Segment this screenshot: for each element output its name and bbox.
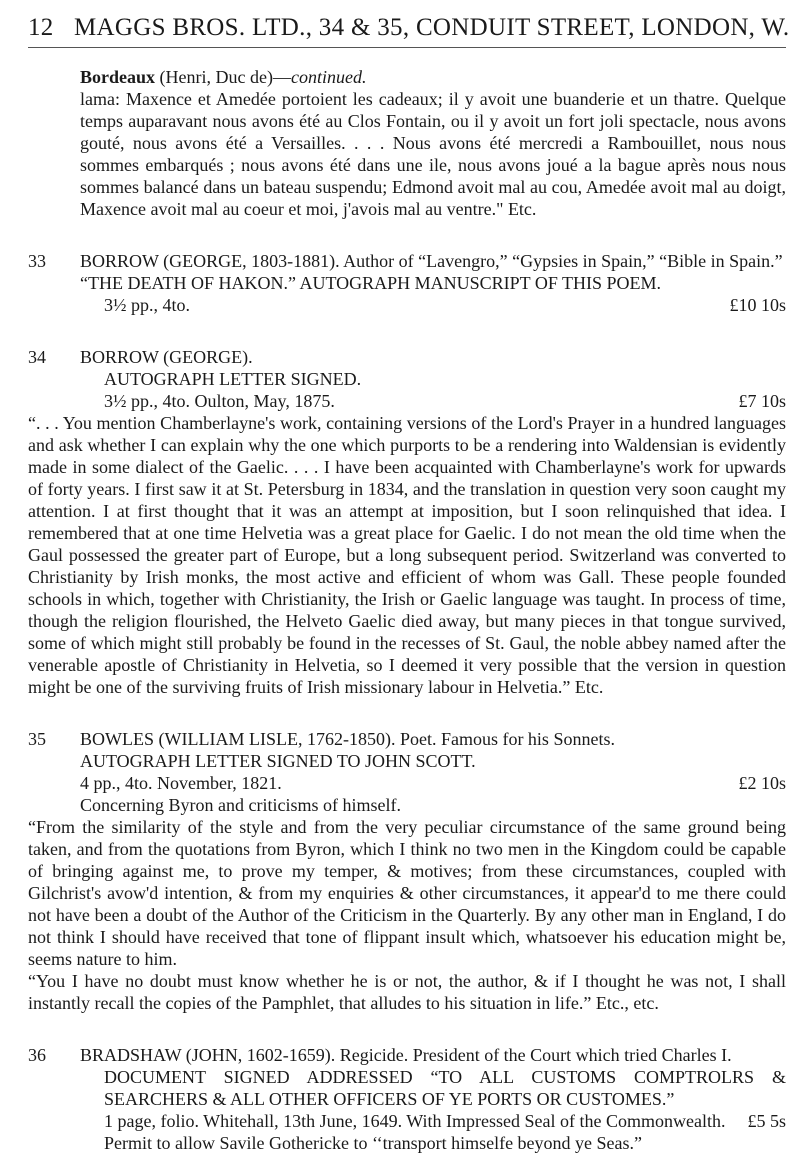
entry-number: 35 xyxy=(28,729,46,749)
entry-details: 3½ pp., 4to. xyxy=(104,295,191,315)
entry-heading: BOWLES (WILLIAM LISLE, 1762-1850). Poet. Famous for his Sonnets. xyxy=(80,729,615,749)
entry-number: 33 xyxy=(28,251,46,271)
entry-price: £5 5s xyxy=(747,1111,786,1131)
continued-text: lama: Maxence et Amedée portoient les cadeaux; il y avoit une buanderie et un thatre. Quelque temps auparavant nous avons été au Clos Fontain, ou il y avoit un fort joli spectacle, nous avons gouté, nous avons été a Versailles. . . . Nous avons été mercredi a Rambouillet, nous nous sommes embarqués ; nous avons été dans une ile, nous avons joué a la bague après nous nous sommes balancé dans un bateau suspendu; Edmond avoit mal au cou, Amedée avoit mal au doigt, Maxence avoit mal au coeur et moi, j'avois mal au ventre." Etc. xyxy=(80,89,786,219)
entry-text: “From the similarity of the style and from the very peculiar circumstance of the same ground being taken, and from the quotations from Byron, which I think no two men in the Kingdom could be capable of bringing against me, to prove my temper, & motives; from these circumstances, coupled with Gilchrist's avow'd intention, & from my enquiries & other circumstances, it appear'd to me there could not have been a doubt of the Author of the Criticism in the Quarterly. By any other man in England, I do not think I should have received that tone of flippant insult which, whatsoever his education might be, seems nature to him. xyxy=(28,817,786,969)
entry-text-continued: “You I have no doubt must know whether he is or not, the author, & if I thought he was not, I shall instantly recall the copies of the Pamphlet, that alludes to his situation in life.” Etc., etc. xyxy=(28,971,786,1013)
entry-details: 1 page, folio. Whitehall, 13th June, 1649. With Impressed Seal of the Commonwealth. xyxy=(104,1111,726,1131)
entry-text: Permit to allow Savile Gothericke to ‘‘transport himselfe beyond ye Seas.” xyxy=(104,1133,643,1153)
entry-note: Concerning Byron and criticisms of himself. xyxy=(80,795,401,815)
entry-subheading: AUTOGRAPH LETTER SIGNED TO JOHN SCOTT. xyxy=(80,751,476,771)
catalogue-entry xyxy=(28,346,786,698)
publisher-address: MAGGS BROS. LTD., 34 & 35, CONDUIT STREET, LONDON, W. xyxy=(74,14,790,41)
entry-heading: BORROW (GEORGE). xyxy=(80,347,253,367)
catalogue-entry xyxy=(28,1044,786,1154)
entry-price: £2 10s xyxy=(738,773,786,793)
continued-heading: Bordeaux (Henri, Duc de)—continued. xyxy=(80,67,367,87)
entry-details-line xyxy=(80,772,786,794)
catalogue-content xyxy=(28,66,786,1154)
entry-details-line xyxy=(104,294,786,316)
catalogue-entry xyxy=(28,728,786,1014)
entry-subheading: DOCUMENT SIGNED ADDRESSED “TO ALL CUSTOMS COMPTROLRS & SEARCHERS & ALL OTHER OFFICERS OF YE PORTS OR CUSTOMES.” xyxy=(104,1067,786,1109)
continued-name: Bordeaux xyxy=(80,67,156,87)
continued-entry xyxy=(80,66,786,220)
entry-details: 4 pp., 4to. November, 1821. xyxy=(80,773,282,793)
entry-heading: BORROW (GEORGE, 1803-1881). Author of “Lavengro,” “Gypsies in Spain,” “Bible in Spain.” xyxy=(80,251,783,271)
entry-heading: BRADSHAW (JOHN, 1602-1659). Regicide. President of the Court which tried Charles I. xyxy=(80,1045,732,1065)
entry-number: 36 xyxy=(28,1045,46,1065)
page-number: 12 xyxy=(28,14,54,41)
entry-details: 3½ pp., 4to. Oulton, May, 1875. xyxy=(104,391,335,411)
entry-text: “. . . You mention Chamberlayne's work, containing versions of the Lord's Prayer in a hundred languages and ask whether I can explain why the one which purports to be a rendering into Waldensian is evidently made in some dialect of the Gaelic. . . . I have been acquainted with Chamberlayne's work for upwards of forty years. I first saw it at St. Petersburg in 1834, and the translation in question very soon caught my attention. I at first thought that it was an attempt at imposition, but I soon relinquished that idea. I remembered that at one time Helvetia was a great place for Gaelic. I do not mean the old time when the Gaul possessed the greater part of Europe, but a long subsequent period. Switzerland was converted to Christianity by Irish monks, the most active and efficient of whom was Gall. These people founded schools in which, together with Christianity, the Irish or Gaelic language was taught. In process of time, though the religion flourished, the Helveto Gaelic died away, but many pieces in that tongue survived, some of which might still probably be found in the recesses of St. Gaul, the noble abbey named after the venerable apostle of Christianity in Helvetia, so I deemed it very possible that the version in question might be one of the surviving fruits of Irish missionary labour in Helvetia.” Etc. xyxy=(28,413,786,697)
entry-details-line xyxy=(104,390,786,412)
entry-subheading: AUTOGRAPH LETTER SIGNED. xyxy=(104,369,362,389)
entry-number: 34 xyxy=(28,347,46,367)
entry-price: £10 10s xyxy=(729,295,786,315)
entry-subheading: “THE DEATH OF HAKON.” AUTOGRAPH MANUSCRIPT OF THIS POEM. xyxy=(80,273,662,293)
page-header xyxy=(28,12,788,44)
entry-details-line xyxy=(104,1110,786,1132)
catalogue-entry xyxy=(28,250,786,316)
header-rule xyxy=(28,47,786,48)
entry-price: £7 10s xyxy=(738,391,786,411)
